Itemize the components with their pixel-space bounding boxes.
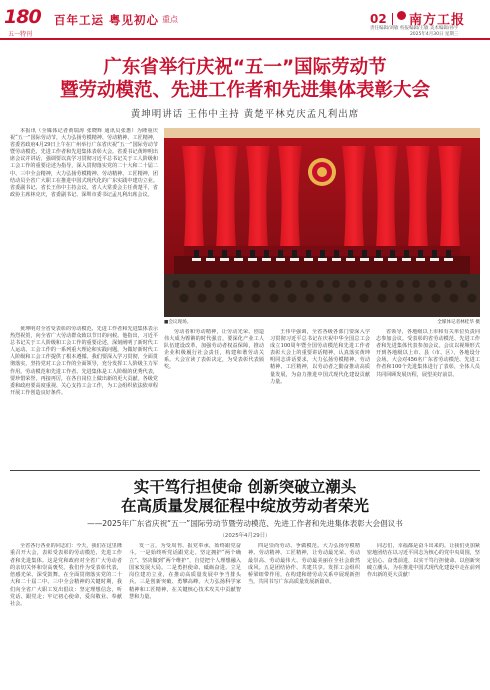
article-byline: 黄坤明讲话 王伟中主持 黄楚平林克庆孟凡利出席 [130, 109, 360, 120]
issue-date: 2025年4月30日 星期三 [409, 32, 459, 37]
photo-caption-text: ■会议现场。 [164, 320, 192, 325]
logo-subtitle: 五一特刊 [8, 31, 33, 38]
anniversary-logo [4, 6, 48, 40]
masthead [0, 0, 490, 46]
article-headline [0, 56, 490, 102]
photo-caption [164, 319, 480, 325]
proposal-paragraph: 发一言，为受周刊、报党奉承，始终跟党奋斗。一是始终听党话跟党走。坚定拥护“两个确立”、坚决做到“两个维护”，自觉把个人理想融入国家发展大局。二是勇担使命、砥砺奋进。立足岗位建功立业，在推动高质量发展中争当排头兵。三是创新突破、勇攀高峰。大力弘扬科学家精神和工匠精神，在关键核心技术攻关中贡献智慧和力量。 [129, 543, 241, 601]
proposal-column-3 [248, 543, 360, 685]
article-column-4 [270, 329, 370, 464]
section-tag: 重点 [162, 15, 178, 24]
article-paragraph: 本报讯（全媒体记者黄瑞涛 张晓辉 通讯员张惠）为隆重庆祝“五一”国际劳动节，大力弘扬劳模精神、劳动精神、工匠精神，省委省政府4月29日上午在广州举行广东省庆祝“五一”国际劳动节暨劳动模范、先进工作者和先进集体表彰大会。省委书记黄坤明出席会议并讲话，强调要以真学习贯彻习近平总书记关于工人阶级和工会工作的重要论述为指导，深入贯彻落实党的二十大和二十届二中、三中全会精神，大力弘扬劳模精神、劳动精神、工匠精神，团结动员全省广大职工在推进中国式现代化的广东实践中建功立业。省委副书记、省长王伟中主持会议。省人大常委会主任黄楚平，省政协主席林克庆，省委副书记、深圳市委书记孟凡利出席会议。 [10, 128, 158, 198]
proposal-deck: ——2025年广东省庆祝“五一”国际劳动节暨劳动模范、先进工作者和先进集体表彰大会倡议书 [87, 519, 403, 528]
proposal-column-2 [129, 543, 241, 685]
section-slogan: 百年工运 粤见初心 [54, 13, 160, 27]
logo-number: 180 [4, 6, 41, 28]
article-column-3 [164, 329, 264, 464]
masthead-meta [370, 26, 458, 38]
page-number: 02 [370, 12, 387, 26]
article-column-5 [376, 329, 480, 464]
article-paragraph: 黄坤明对全省受表彰的劳动模范、先进工作者和先进集体表示热烈祝贺，向全省广大劳动群众致以节日的问候。他指出，习近平总书记关于工人阶级和工会工作的重要论述，深刻阐明了新时代工人运动、工会工作的一系列重大理论和实践问题，为做好新时代工人阶级和工会工作提供了根本遵循。我们要深入学习贯彻，全面贯彻落实，坚持党对工会工作的全面领导，充分发挥工人阶级主力军作用。劳动模范和先进工作者、先进集体是工人阶级的优秀代表，要珍惜荣誉，再接再厉，在各自岗位上做出新的更大贡献。各级党委和政府要高度重视、关心支持工会工作，为工会组织依法依章程开展工作创造良好条件。 [10, 326, 158, 396]
proposal-date: （2025年4月29日） [219, 533, 271, 539]
proposal-paragraph: 全省各行各业的同志们：今天，我们在这里隆重召开大会，表彰受表彰的劳动模范、先进工作者和先进集体。这是党和政府对全省广大劳动者的亲切关怀和崇高褒奖。我们作为受表彰代表，倍感光荣、深受鼓舞。在全面贯彻落实党的二十大和二十届二中、三中全会精神的关键时期，我们向全省广大职工发出倡议：坚定理想信念，听党话、跟党走；牢记初心使命，爱岗敬业、奉献社会。 [10, 543, 122, 608]
proposal-paragraph: 四是崇尚劳动、争做模范。大力弘扬劳模精神、劳动精神、工匠精神，让劳动最光荣、劳动最崇高、劳动最伟大、劳动最美丽在全社会蔚然成风。五是团结协作、共建共享。发挥工会组织桥梁纽带作用，在构建和谐劳动关系中展现新担当，共同书写广东高质量发展新篇章。 [248, 543, 360, 586]
photo-credit: 全媒体记者林桂华 摄 [437, 320, 480, 325]
proposal-headline [0, 478, 490, 516]
conference-photo [164, 128, 480, 317]
article-paragraph: 王伟中强调，全省各级各部门要深入学习贯彻习近平总书记在庆祝中华全国总工会成立100周年暨全国劳动模范和先进工作者表彰大会上的重要讲话精神，认真落实黄坤明同志讲话要求，大力弘扬劳模精神、劳动精神、工匠精神，以劳动者之勤奋推动高质量发展，为奋力推进中国式现代化建设贡献力量。 [270, 329, 370, 385]
section-rule-top [10, 470, 480, 471]
headline-line-1: 广东省举行庆祝“五一”国际劳动节 [103, 57, 387, 78]
article-column-1 [10, 128, 158, 323]
article-paragraph: 省领导，各地级以上市和有关单位负责同志参加会议。受表彰的省劳动模范、先进工作者和先进集体代表参加会议。会议以视频形式开到各地级以上市、县（市、区），各地设分会场。大会对456名广东省劳动模范、先进工作者和100个先进集体进行了表彰，全体人员共同回顾发展历程，展望美好前景。 [376, 329, 480, 378]
masthead-rule [0, 38, 490, 40]
proposal-headline-line-1: 实干笃行担使命 创新突破立潮头 [133, 478, 357, 496]
proposal-paragraph: 同志们，幸福都是奋斗出来的。让我们更加紧密地团结在以习近平同志为核心的党中央周围，坚定信心、奋勇前进，以实干笃行担使命、以创新突破立潮头，为在推进中国式现代化建设中走在前列作出新的更大贡献！ [367, 543, 480, 579]
proposal-column-4 [367, 543, 480, 685]
article-column-2 [10, 326, 158, 466]
masthead-divider [392, 13, 393, 25]
headline-line-2: 暨劳动模范、先进工作者和先进集体表彰大会 [59, 80, 430, 101]
proposal-headline-line-2: 在高质量发展征程中绽放劳动者荣光 [120, 497, 369, 515]
editor-credits: 责任编辑/刘敏 校报编辑/王敏 美术编辑/孙宇 [370, 26, 459, 31]
proposal-column-1 [10, 543, 122, 685]
article-paragraph: 劳动者和劳动精神，让劳动光荣、创造伟大成为铿锵的时代强音。要深化产业工人队伍建设改革，加强劳动者权益保障，推动企业积极履行社会责任，构建和谐劳动关系。大会宣读了表彰决定，为受表彰代表颁奖。 [164, 329, 264, 371]
newspaper-name: 南方工报 [409, 13, 466, 28]
conference-hall-image [164, 128, 480, 317]
newspaper-seal-icon [397, 11, 406, 20]
